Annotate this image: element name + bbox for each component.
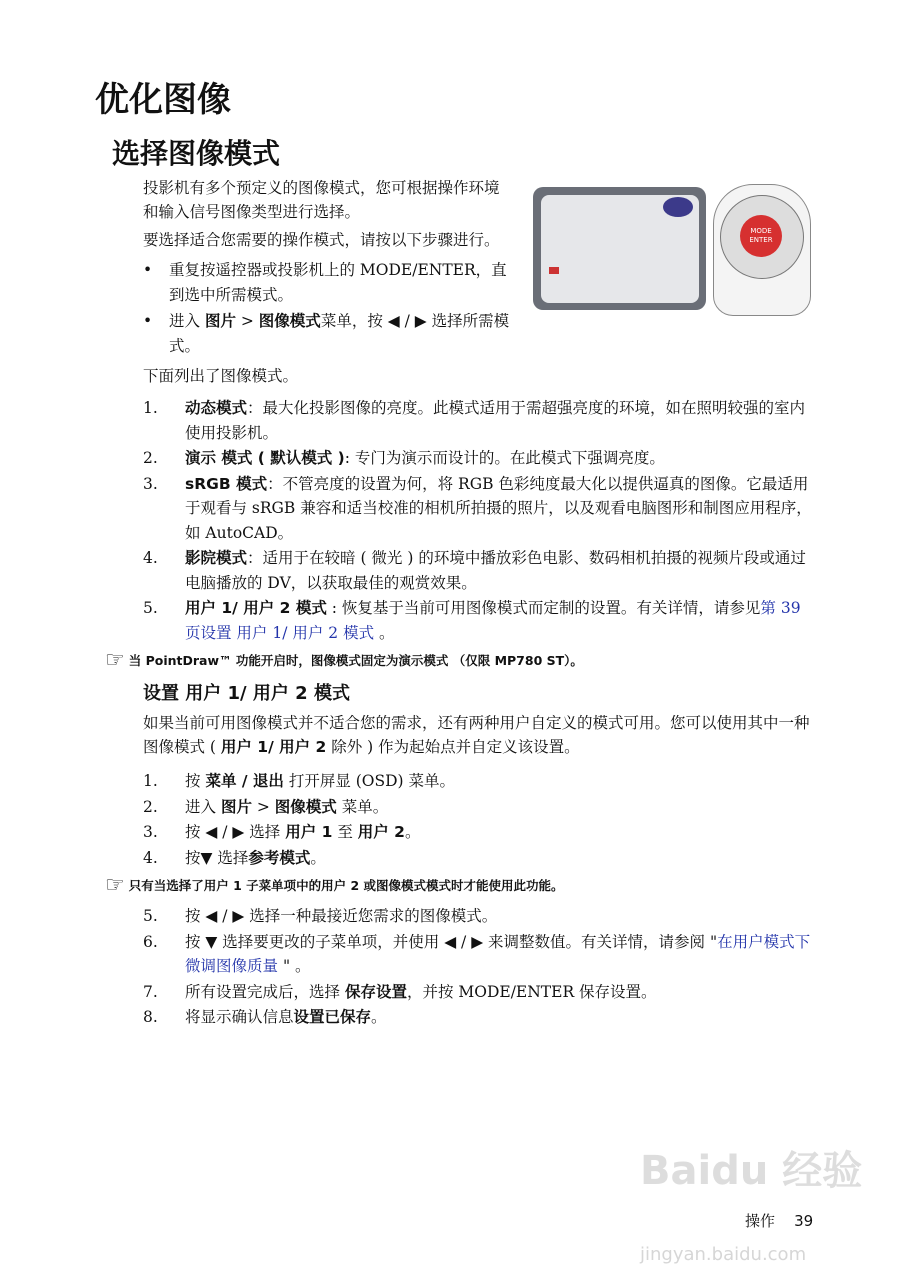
text-run: ：适用于在较暗 ( 微光 ) 的环境中播放彩色电影、数码相机拍摄的视频片段或通过电脑播放的 DV，以获取最佳的观赏效果。 (185, 549, 806, 592)
item-marker: • (143, 261, 153, 279)
list-item (143, 980, 813, 1005)
content-flow (105, 176, 813, 1031)
text-run: 按▼ 选择 (185, 848, 249, 867)
text-run: > (251, 797, 275, 816)
list-item (143, 309, 511, 358)
note-text: 当 PointDraw™ 功能开启时，图像模式固定为演示模式 （仅限 MP780 ST）。 (128, 653, 583, 668)
item-marker: 1. (143, 772, 158, 790)
note (105, 648, 813, 673)
text-run: 如果当前可用图像模式并不适合您的需求，还有两种用户自定义的模式可用。您可以使用其中一种图像模式 ( (143, 714, 810, 756)
bold-term: 影院模式 (185, 549, 248, 567)
text-run: 将显示确认信息 (185, 1008, 294, 1026)
section-title: 选择图像模式 (112, 137, 281, 170)
bold-term: 图像模式 (274, 797, 337, 816)
list-item (143, 546, 813, 595)
bold-term: 参考模式 (248, 848, 311, 867)
item-marker: 2. (143, 797, 158, 816)
steps-list-b (143, 904, 813, 1030)
page-number: 39 (794, 1212, 814, 1230)
text-run: > (235, 312, 259, 330)
steps-intro: 要选择适合您需要的操作模式，请按以下步骤进行。 (143, 231, 500, 249)
pointing-hand-icon: ☞ (105, 873, 125, 898)
item-marker: 3. (143, 823, 158, 841)
subsection-intro (143, 711, 813, 759)
footer-section: 操作 (745, 1212, 776, 1230)
text-run: 。 (374, 623, 395, 642)
bold-term: 用户 1 (285, 823, 333, 841)
list-item (143, 904, 813, 929)
text-run: 按 (185, 772, 206, 790)
pointing-hand-icon: ☞ (105, 648, 125, 673)
text-run: 。 (310, 848, 326, 867)
text-run: 进入 (169, 312, 205, 330)
item-marker: 6. (143, 932, 158, 951)
list-item (143, 795, 813, 820)
text-run: : 专门为演示而设计的。在此模式下强调亮度。 (344, 449, 665, 467)
item-marker: 4. (143, 848, 158, 867)
bullet-list (143, 258, 511, 358)
text-run: 至 (332, 823, 358, 841)
list-item (143, 446, 813, 471)
list-item (143, 396, 813, 445)
modes-list (143, 396, 813, 645)
item-marker: 4. (143, 549, 158, 567)
bold-term: 图像模式 (258, 312, 321, 330)
item-marker: 1. (143, 399, 158, 417)
text-run: ：最大化投影图像的亮度。此模式适用于需超强亮度的环境，如在照明较强的室内使用投影机。 (185, 399, 806, 442)
mode-enter-button-illustration: MODE ENTER (740, 215, 782, 257)
bold-term: 菜单 / 退出 (205, 772, 284, 790)
text-run: 所有设置完成后，选择 (185, 982, 345, 1001)
note-text: 只有当选择了用户 1 子菜单项中的用户 2 或图像模式模式时才能使用此功能。 (128, 878, 564, 893)
page-footer (745, 1211, 813, 1231)
bold-term: 保存设置 (344, 982, 407, 1001)
bold-term: 用户 1/ 用户 2 (220, 738, 327, 756)
bold-term: 演示 模式 ( 默认模式 ) (185, 449, 345, 467)
text-run: 打开屏显 (OSD) 菜单。 (283, 772, 456, 790)
subsection-title: 设置 用户 1/ 用户 2 模式 (143, 683, 350, 704)
text-run: 除外 ) 作为起始点并自定义该设置。 (326, 738, 580, 756)
list-item (143, 596, 813, 645)
list-item (143, 472, 813, 546)
item-marker: • (143, 312, 153, 330)
text-run: 按 ◀ / ▶ 选择 (185, 823, 286, 841)
steps-list-a (143, 769, 813, 870)
text-run: 。 (404, 823, 421, 841)
cross-reference-link[interactable]: 第 39 页设置 用户 1/ 用户 2 模式 (185, 599, 801, 642)
list-item (143, 820, 813, 845)
text-run: ：不管亮度的设置为何，将 RGB 色彩纯度最大化以提供逼真的图像。它最适用于观看与 sRGB 兼容和适当校准的相机所拍摄的照片，以及观看电脑图形和制图应用程序，如 AutoCAD。 (185, 474, 812, 542)
note (105, 873, 813, 898)
text-run: 重复按遥控器或投影机上的 MODE/ENTER，直到选中所需模式。 (169, 261, 507, 304)
bold-term: 图片 (220, 797, 252, 816)
item-marker: 2. (143, 449, 158, 467)
list-item (143, 846, 813, 871)
text-run: 进入 (185, 797, 221, 816)
item-marker: 8. (143, 1008, 158, 1026)
text-run: 。 (371, 1008, 387, 1026)
text-run: 按 ▼ 选择要更改的子菜单项，并使用 ◀ / ▶ 来调整数值。有关详情，请参阅 " (185, 932, 718, 951)
cross-reference-link[interactable]: 在用户模式下微调图像质量 (185, 932, 811, 975)
item-marker: 7. (143, 982, 158, 1001)
modes-intro: 下面列出了图像模式。 (143, 367, 299, 385)
watermark-logo: Baidu 经验 (640, 1148, 863, 1194)
bold-term: 动态模式 (185, 399, 248, 417)
text-run: " 。 (278, 957, 311, 975)
bold-term: sRGB 模式 (185, 474, 268, 493)
list-item (143, 1005, 813, 1030)
text-run: 按 ◀ / ▶ 选择一种最接近您需求的图像模式。 (185, 907, 498, 925)
item-marker: 5. (143, 599, 158, 617)
item-marker: 3. (143, 474, 158, 493)
bold-term: 设置已保存 (293, 1008, 372, 1026)
bold-term: 图片 (204, 312, 236, 330)
intro-paragraph: 投影机有多个预定义的图像模式，您可根据操作环境和输入信号图像类型进行选择。 (143, 179, 500, 221)
item-marker: 5. (143, 907, 158, 925)
list-item (143, 930, 813, 979)
bold-term: 用户 2 (357, 823, 405, 841)
text-run: ，并按 MODE/ENTER 保存设置。 (406, 982, 657, 1001)
text-run: : 恢复基于当前可用图像模式而定制的设置。有关详情，请参见 (326, 599, 761, 617)
watermark-url: jingyan.baidu.com (640, 1244, 807, 1265)
bold-term: 用户 1/ 用户 2 模式 (185, 599, 327, 617)
text-run: 菜单，按 ◀ / ▶ 选择所需模式。 (169, 312, 510, 355)
text-run: 菜单。 (336, 797, 389, 816)
page-title: 优化图像 (95, 80, 231, 120)
list-item (143, 769, 813, 794)
list-item (143, 258, 511, 307)
